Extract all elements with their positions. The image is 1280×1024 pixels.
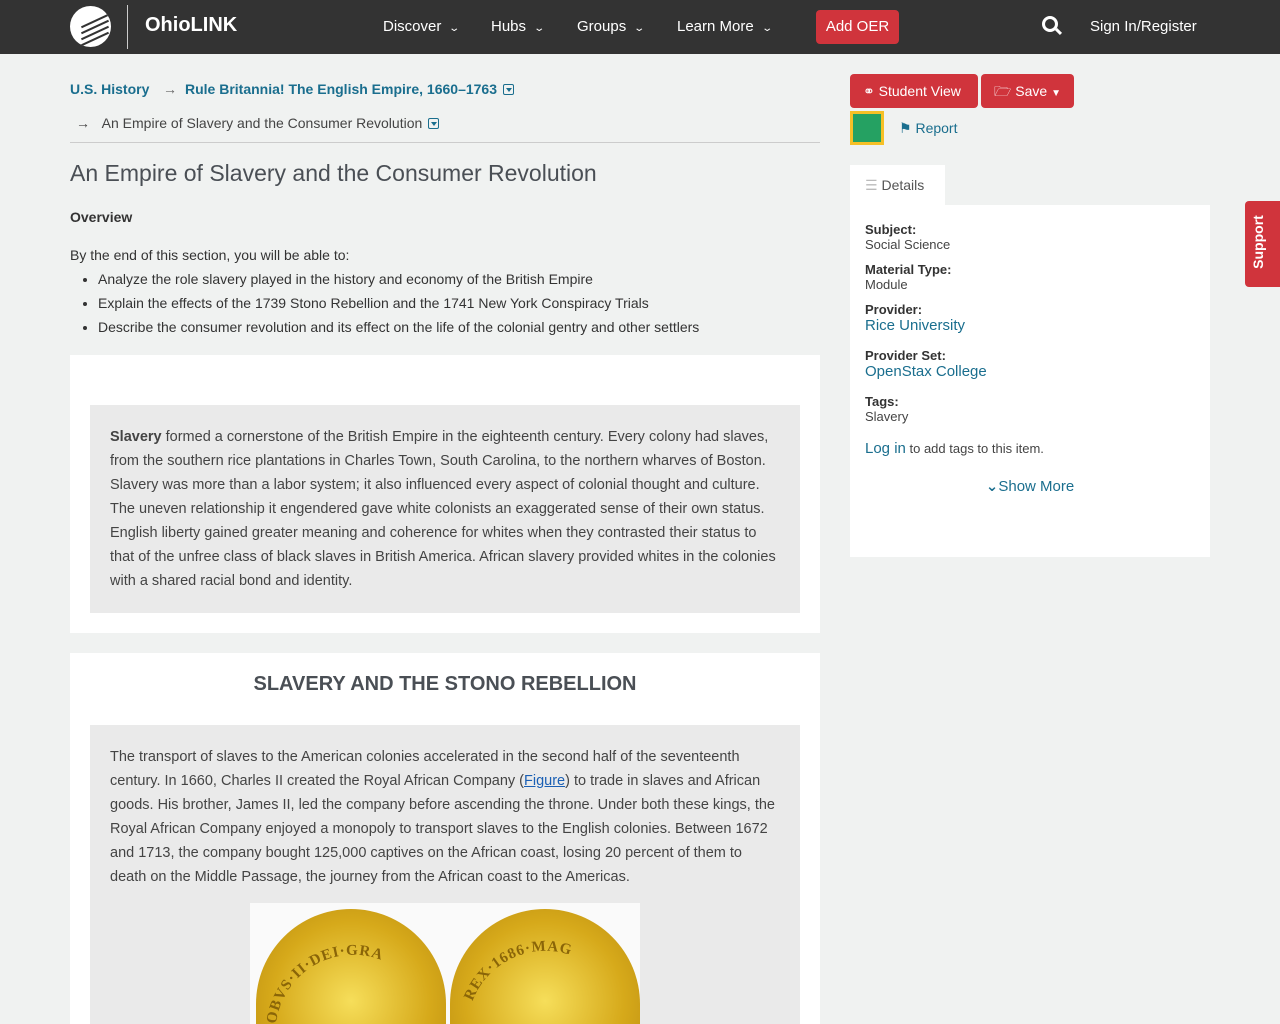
section-heading: SLAVERY AND THE STONO REBELLION (253, 673, 637, 695)
field-label: Subject: (865, 222, 917, 237)
figure-link[interactable]: Figure (524, 773, 566, 789)
chevron-down-icon: ⌄ (761, 23, 773, 34)
divider (127, 5, 128, 49)
chevron-down-icon: ⌄ (985, 478, 999, 495)
tab-label: Details (881, 177, 925, 193)
section-card (70, 653, 820, 1024)
list-icon: ☰ (865, 177, 878, 193)
show-more-label: Show More (998, 478, 1075, 495)
breadcrumb-arrow: → (76, 115, 90, 131)
field-label: Provider Set: (865, 348, 946, 363)
breadcrumb-current-label: An Empire of Slavery and the Consumer Revolution (101, 115, 423, 131)
overview-heading: Overview (70, 209, 133, 225)
dropdown-toggle-icon[interactable] (428, 118, 439, 129)
intro-paragraph (90, 405, 800, 613)
caret-down-icon: ▼ (1051, 88, 1061, 99)
save-button[interactable] (981, 74, 1074, 108)
brand-name[interactable]: OhioLINK (145, 14, 238, 36)
field-label: Tags: (865, 394, 899, 409)
support-tab[interactable] (1245, 201, 1280, 287)
breadcrumb-parent[interactable] (185, 81, 514, 97)
coin-reverse-text: REX·1686·MAG (461, 938, 575, 1003)
nav-label: Discover (383, 18, 442, 35)
chevron-down-icon: ⌄ (448, 23, 461, 34)
report-link[interactable] (899, 120, 957, 137)
nav-learn-more[interactable] (677, 18, 771, 35)
button-label: Student View (878, 83, 961, 99)
paragraph-text: The transport of slaves to the American colonies accelerated in the second half of the seventeenth century. In 1660, Charles II created the Royal African Company ( (110, 749, 740, 789)
nav-discover[interactable] (383, 18, 459, 35)
breadcrumb-parent-label: Rule Britannia! The English Empire, 1660–1763 (185, 81, 497, 97)
login-link[interactable]: Log in (865, 440, 906, 457)
page-title: An Empire of Slavery and the Consumer Revolution (70, 160, 597, 186)
field-label: Provider: (865, 302, 923, 317)
paragraph-text: ) to trade in slaves and African goods. His brother, James II, led the company before ascending the throne. Under both these kings, the Royal African Company enjoyed a monopoly to transport slaves to the English colonies. Between 1672 and 1713, the company bought 125,000 captives on the African coast, losing 20 percent of them to death on the Middle Passage, the journey from the African coast to the Americas. (110, 773, 775, 885)
button-label: Save (1015, 83, 1048, 99)
add-oer-button[interactable]: Add OER (816, 10, 899, 44)
coin-obverse-text: OBVS·II·DEI·GRA (263, 942, 386, 1024)
folder-open-icon: 🗁 (994, 83, 1012, 99)
sign-in-link[interactable]: Sign In/Register (1090, 18, 1197, 35)
nav-label: Groups (577, 18, 627, 35)
material-type-value: Module (865, 277, 908, 292)
coin-reverse (450, 909, 640, 1024)
paragraph-text: formed a cornerstone of the British Empire in the eighteenth century. Every colony had slaves, from the southern rice plantations in Charles Town, South Carolina, to the northern wharves of Boston. Slavery was more than a labor system; it also influenced every aspect of colonial thought and culture. The uneven relationship it engendered gave white colonists an exaggerated sense of their own status. English liberty gained greater meaning and coherence for whites when they contrasted their status to that of the unfree class of black slaves in British America. African slavery provided whites in the colonies with a shared racial bond and identity. (110, 429, 776, 589)
login-prompt (865, 440, 1195, 457)
section-paragraph (90, 725, 800, 1024)
provider-set-link[interactable]: OpenStax College (865, 363, 987, 380)
chevron-down-icon: ⌄ (533, 23, 546, 34)
objective-item: • Explain the effects of the 1739 Stono Rebellion and the 1741 New York Conspiracy Trials (98, 291, 820, 315)
flag-icon: ⚑ (899, 120, 912, 136)
dropdown-toggle-icon[interactable] (503, 84, 514, 95)
top-navbar (0, 0, 1280, 54)
field-label: Material Type: (865, 262, 952, 277)
objective-item: • Describe the consumer revolution and its effect on the life of the colonial gentry and other settlers (98, 315, 820, 339)
divider (70, 142, 820, 143)
tag-value: Slavery (865, 409, 909, 424)
content-card (70, 355, 820, 633)
support-label: Support (1249, 215, 1266, 269)
bold-term: Slavery (110, 429, 162, 445)
subject-value: Social Science (865, 237, 951, 252)
nav-groups[interactable] (577, 18, 644, 35)
tab-details[interactable] (850, 165, 945, 205)
report-label: Report (915, 120, 958, 136)
learning-objectives (70, 243, 820, 339)
objective-item: • Analyze the role slavery played in the history and economy of the British Empire (98, 267, 820, 291)
chevron-down-icon: ⌄ (633, 23, 646, 34)
login-suffix: to add tags to this item. (905, 441, 1044, 456)
breadcrumb-us-history[interactable]: U.S. History (70, 81, 150, 97)
breadcrumb-arrow: → (163, 81, 177, 97)
show-more-button[interactable] (865, 477, 1195, 495)
google-classroom-share-icon[interactable] (850, 111, 884, 145)
details-panel (850, 205, 1210, 557)
coin-obverse (256, 909, 446, 1024)
nav-hubs[interactable] (491, 18, 546, 35)
svg-text:OBVS·II·DEI·GRA (264, 943, 386, 1024)
nav-label: Hubs (491, 18, 527, 35)
search-icon[interactable] (1042, 16, 1058, 32)
gold-coins-image (250, 903, 640, 1024)
coin-reverse-legend (450, 909, 640, 1024)
student-view-button[interactable] (850, 74, 978, 108)
coin-obverse-legend (256, 909, 446, 1024)
link-icon: ⚭ (863, 83, 875, 99)
nav-label: Learn More (677, 18, 754, 35)
ohiolink-logo[interactable] (70, 6, 111, 47)
breadcrumb-current (76, 115, 439, 131)
svg-text:REX·1686·MAG (461, 939, 574, 1003)
provider-link[interactable]: Rice University (865, 317, 966, 334)
objectives-intro: By the end of this section, you will be able to: (70, 247, 350, 263)
